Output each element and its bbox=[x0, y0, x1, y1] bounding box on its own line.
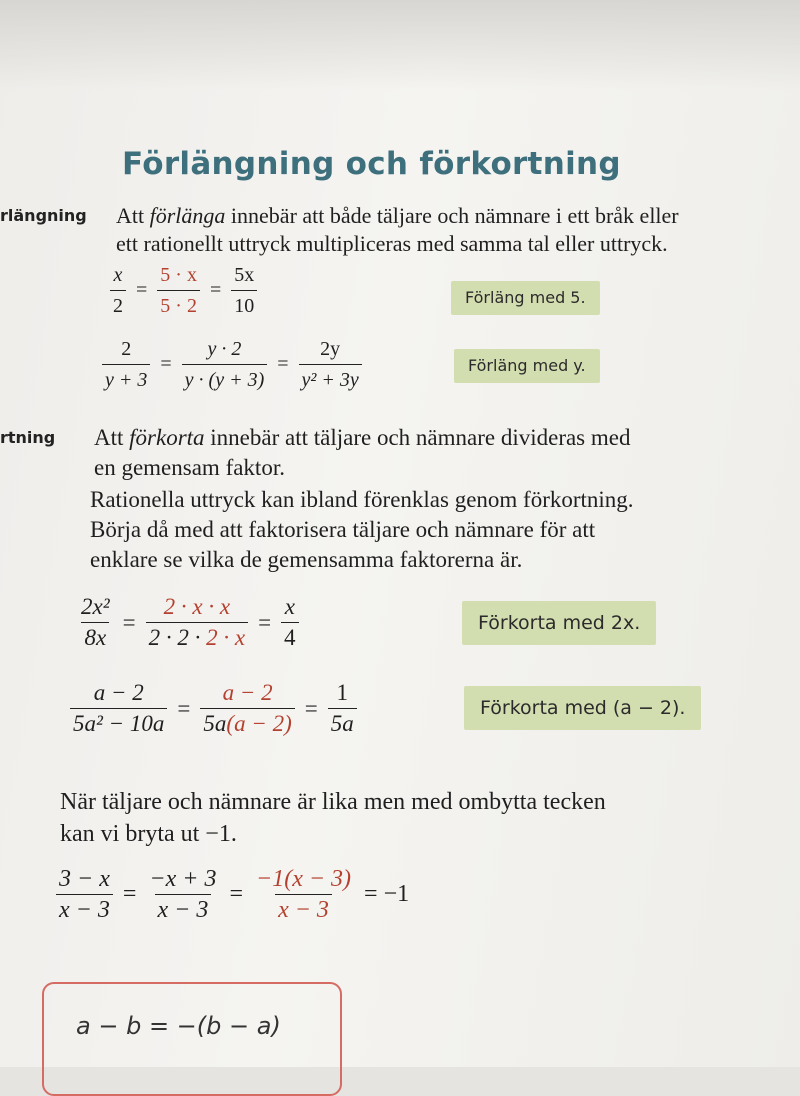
forkorta-example-2: $\frac{a - 2}{\text{5a² − 10a}}$ = $\frac{a - 2}{5a(a - 2)}$ = $\frac{1}{5a}$ bbox=[66, 680, 361, 737]
side-label-forkortning: rtning bbox=[0, 428, 56, 447]
sign-change-explanation: När täljare och nämnare är lika men med ombytta tecken kan vi bryta ut −1. bbox=[60, 789, 606, 847]
forlang-example-1: $\frac{x}{2}$ = $\frac{5 \cdot x}{5 \cdot 2}$ = $\frac{5x}{10}$ bbox=[106, 262, 261, 319]
sign-change-example: $\frac{3 - x}{x - 3}$ = $\frac{-x + 3}{x - 3}$ = $\frac{-1(x - 3)}{x - 3}$ = −1 bbox=[52, 866, 415, 923]
forkorta-example-1: $\frac{\text{2x²}}{8x}$ = $\frac{2 \cdot x \cdot x}{2 \cdot 2 \cdot 2 \cdot x}$ = $\frac{x}{4}$ bbox=[74, 594, 303, 651]
forlang-example-2: $\frac{2}{y + 3}$ = $\frac{y \cdot 2}{y \cdot (y + 3)}$ = $\frac{2y}{\text{y² + 3y}}$ bbox=[98, 336, 366, 393]
hint-tag-forlang-5: Förläng med 5. bbox=[451, 281, 600, 315]
side-label-forlangning: rlängning bbox=[0, 206, 87, 225]
page-top-shadow bbox=[0, 0, 800, 90]
page-title: Förlängning och förkortning bbox=[122, 146, 621, 182]
hint-tag-forkorta-2x: Förkorta med 2x. bbox=[462, 601, 656, 645]
rule-box-formula: a − b = −(b − a) bbox=[76, 1012, 281, 1040]
forlanga-definition: Att förlänga innebär att både täljare och nämnare i ett bråk eller ett rationellt uttryck multipliceras med samma tal eller uttryck. bbox=[116, 203, 679, 256]
forkorta-explanation: Rationella uttryck kan ibland förenklas genom förkortning. Börja då med att faktorisera täljare och nämnare för att enklare se vilka de gemensamma faktorerna är. bbox=[90, 487, 634, 572]
hint-tag-forkorta-a-2: Förkorta med (a − 2). bbox=[464, 686, 701, 730]
hint-tag-forlang-y: Förläng med y. bbox=[454, 349, 600, 383]
forkorta-definition: Att förkorta innebär att täljare och nämnare divideras med en gemensam faktor. bbox=[94, 425, 631, 480]
